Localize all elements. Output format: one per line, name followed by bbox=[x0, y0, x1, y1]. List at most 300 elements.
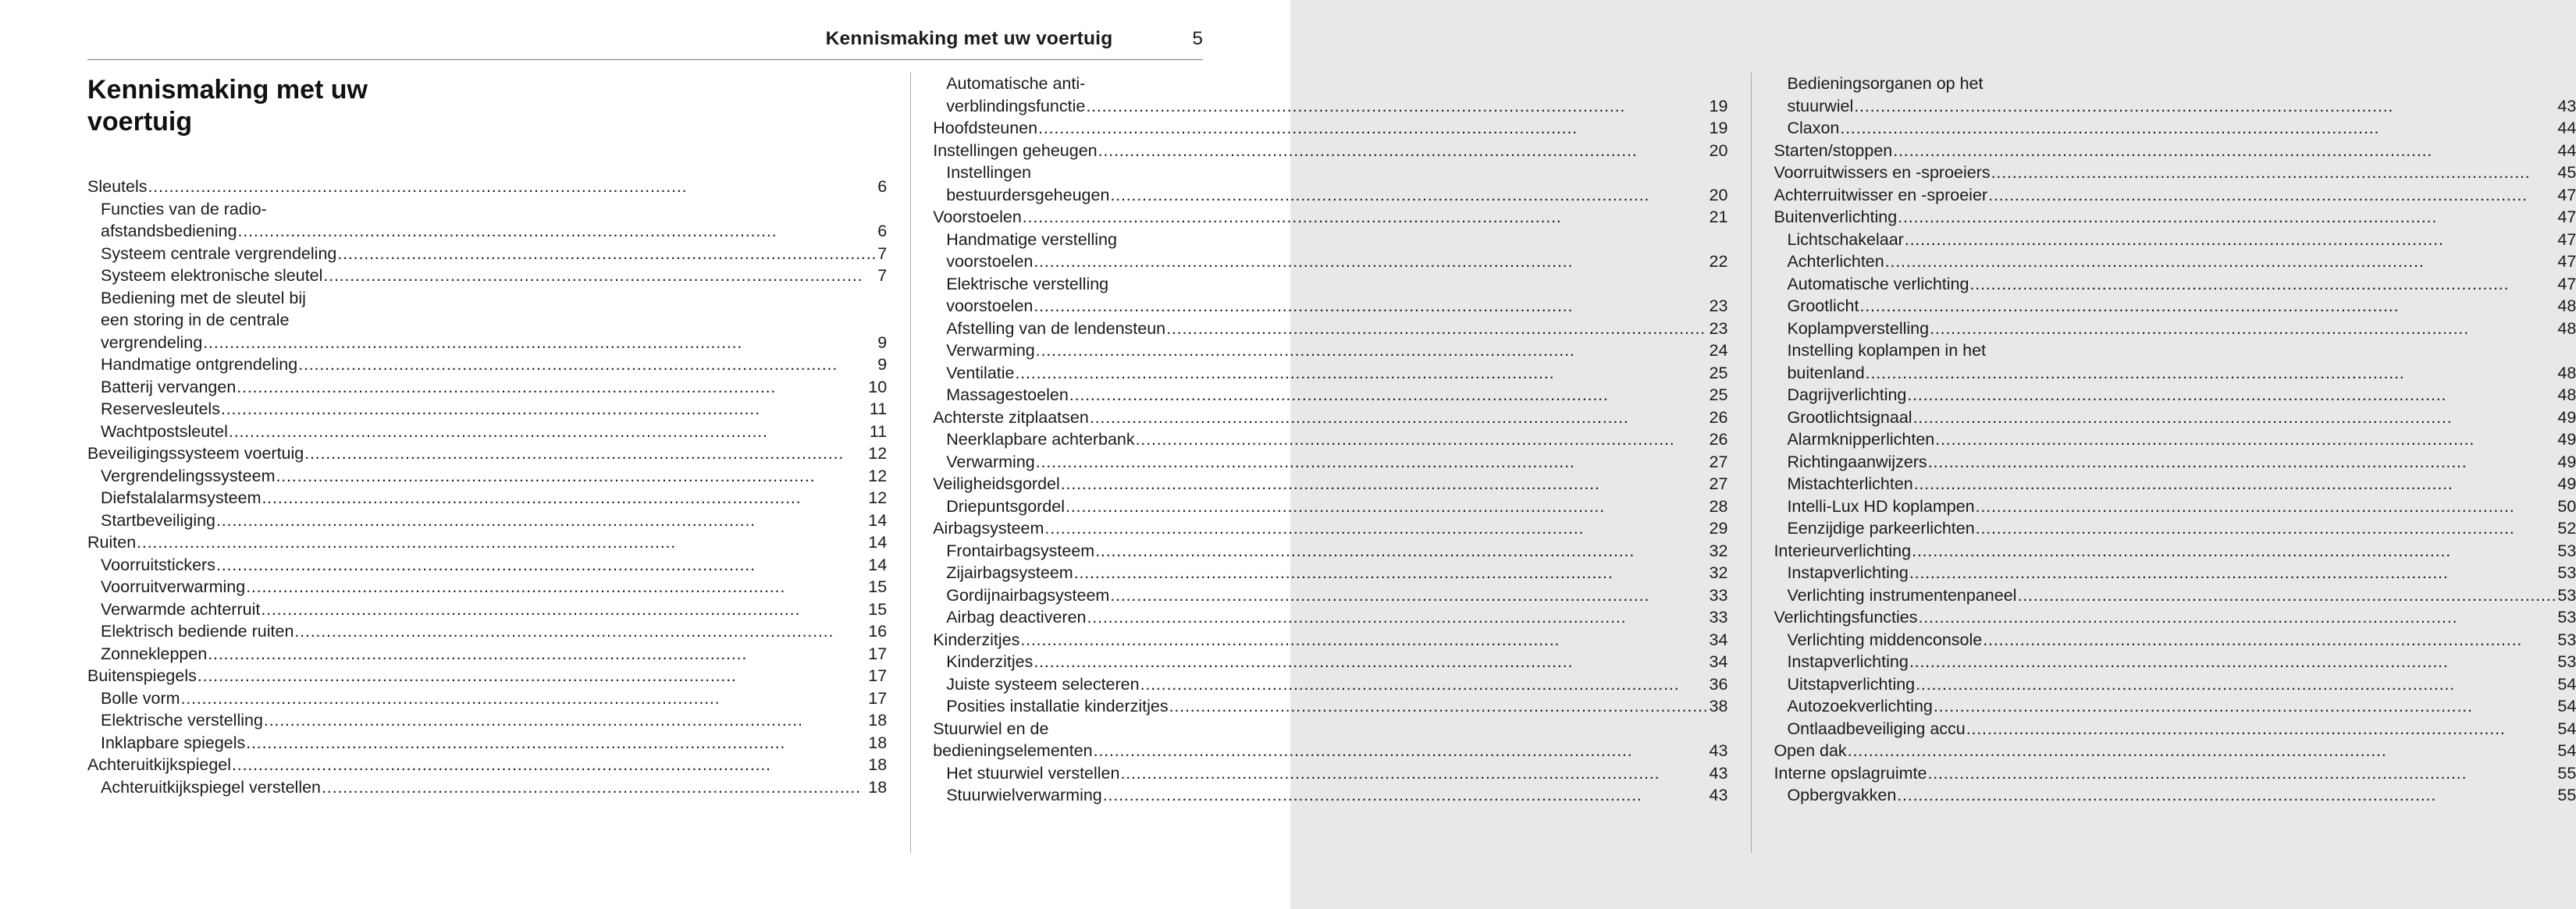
toc-page-number: 23 bbox=[1709, 296, 1728, 315]
dot-leader bbox=[238, 220, 877, 243]
toc-entry-label: Buitenverlichting bbox=[1774, 208, 1898, 226]
toc-entry bbox=[933, 318, 1727, 340]
toc-entry-last-line bbox=[101, 421, 887, 443]
toc-entry bbox=[1774, 540, 2576, 563]
toc-entry-last-line bbox=[946, 250, 1727, 273]
dot-leader bbox=[1038, 117, 1708, 140]
toc-entry-last-line bbox=[946, 606, 1727, 629]
toc-entry bbox=[87, 576, 887, 598]
toc-entry-label: Achterlichten bbox=[1787, 252, 1884, 271]
toc-entry-last-line bbox=[1787, 629, 2576, 652]
toc-entry-label: Airbag deactiveren bbox=[946, 608, 1087, 627]
dot-leader bbox=[1866, 362, 2557, 385]
dot-leader bbox=[1098, 140, 1709, 162]
toc-entry bbox=[87, 687, 887, 710]
toc-entry-label: Mistachterlichten bbox=[1787, 474, 1913, 493]
dot-leader bbox=[322, 776, 867, 799]
toc-page-number: 18 bbox=[868, 755, 888, 774]
toc-entry bbox=[1774, 117, 2576, 140]
toc-entry-last-line bbox=[1774, 540, 2576, 563]
toc-entry-label: Autozoekverlichting bbox=[1787, 697, 1933, 715]
toc-entry-last-line bbox=[1774, 740, 2576, 762]
toc-entry bbox=[1774, 584, 2576, 607]
toc-entry bbox=[1774, 162, 2576, 184]
toc-entry bbox=[1774, 273, 2576, 296]
toc-entry-last-line bbox=[1787, 273, 2576, 296]
dot-leader bbox=[208, 643, 867, 666]
toc-entry-label: buitenland bbox=[1787, 363, 1865, 382]
toc-entry-last-line bbox=[87, 531, 887, 554]
toc-entry bbox=[87, 620, 887, 643]
toc-entry bbox=[87, 643, 887, 666]
toc-entry-last-line bbox=[101, 554, 887, 577]
toc-page-number: 53 bbox=[2557, 630, 2576, 649]
toc-page-number: 7 bbox=[877, 243, 888, 263]
toc-page-number: 48 bbox=[2557, 296, 2576, 315]
dot-leader bbox=[216, 554, 867, 577]
toc-entry-label: Buitenspiegels bbox=[87, 666, 197, 685]
toc-page-number: 27 bbox=[1709, 452, 1728, 471]
dot-leader bbox=[1166, 318, 1708, 340]
toc-entry-last-line bbox=[1787, 651, 2576, 673]
toc-entry-last-line bbox=[1787, 718, 2576, 740]
toc-entry-label: Hoofdsteunen bbox=[933, 119, 1038, 137]
toc-entry-last-line bbox=[87, 442, 887, 465]
toc-entry bbox=[933, 718, 1727, 762]
dot-leader bbox=[1848, 740, 2557, 762]
toc-entry bbox=[1774, 651, 2576, 673]
toc-entry-label: Intelli-Lux HD koplampen bbox=[1787, 496, 1975, 516]
toc-entry bbox=[933, 384, 1727, 407]
toc-entry-label: Opbergvakken bbox=[1787, 786, 1897, 804]
toc-entry-label: Voorruitwissers en -sproeiers bbox=[1774, 163, 1991, 182]
toc-entry-label: voorstoelen bbox=[946, 296, 1034, 315]
toc-entry-last-line bbox=[101, 776, 887, 799]
toc-entry-label: Automatische verlichting bbox=[1787, 274, 1969, 293]
toc-entry-last-line bbox=[101, 243, 887, 265]
toc-entry-last-line bbox=[933, 517, 1727, 540]
toc-entry-last-line bbox=[101, 598, 887, 621]
toc-entry-label: Bolle vorm bbox=[101, 688, 180, 708]
toc-entry-line: Elektrische verstelling bbox=[946, 274, 1109, 293]
toc-entry-label: Interieurverlichting bbox=[1774, 541, 1912, 560]
toc-entry-last-line bbox=[1787, 495, 2576, 518]
toc-entry-label: Achterruitwisser en -sproeier bbox=[1774, 185, 1988, 204]
toc-page-number: 26 bbox=[1709, 407, 1728, 427]
toc-page-number: 47 bbox=[2557, 208, 2576, 226]
toc-page-number: 11 bbox=[869, 399, 888, 418]
toc-entry-line: Stuurwiel en de bbox=[933, 719, 1049, 738]
toc-entry-last-line bbox=[1774, 162, 2576, 184]
toc-entry bbox=[1774, 428, 2576, 451]
toc-entry-last-line bbox=[946, 295, 1727, 318]
toc-entry bbox=[87, 421, 887, 443]
dot-leader bbox=[1934, 695, 2556, 718]
toc-entry bbox=[1774, 407, 2576, 429]
toc-entry-label: Inklapbare spiegels bbox=[101, 733, 246, 752]
toc-entry-last-line bbox=[101, 709, 887, 732]
toc-entry-label: Verwarming bbox=[946, 452, 1035, 471]
toc-page-number: 12 bbox=[868, 444, 888, 463]
toc-entry bbox=[933, 473, 1727, 495]
toc-entry-label: Verwarmde achterruit bbox=[101, 599, 261, 619]
toc-column-1 bbox=[87, 73, 910, 853]
toc-entry-last-line bbox=[1787, 117, 2576, 140]
toc-entry-label: Richtingaanwijzers bbox=[1787, 452, 1927, 471]
toc-entry bbox=[933, 695, 1727, 718]
dot-leader bbox=[1034, 250, 1708, 273]
toc-entry-line: Bediening met de sleutel bij bbox=[101, 288, 306, 307]
dot-leader bbox=[1914, 473, 2557, 495]
toc-entry-last-line bbox=[946, 562, 1727, 584]
toc-entry-label: Wachtpostsleutel bbox=[101, 421, 228, 441]
toc-entry bbox=[1774, 740, 2576, 762]
toc-entry-label: Massagestoelen bbox=[946, 385, 1069, 404]
toc-entry-last-line bbox=[87, 665, 887, 687]
toc-entry bbox=[933, 140, 1727, 162]
toc-entry-last-line bbox=[946, 184, 1727, 207]
toc-entry-label: Achteruitkijkspiegel bbox=[87, 755, 232, 774]
toc-page-number: 20 bbox=[1709, 185, 1728, 204]
toc-entry-label: Ventilatie bbox=[946, 363, 1015, 382]
toc-entry-label: Instellingen geheugen bbox=[933, 140, 1098, 160]
toc-entry-label: Grootlichtsignaal bbox=[1787, 407, 1912, 427]
dot-leader bbox=[1930, 318, 2556, 340]
toc-page-number: 36 bbox=[1709, 674, 1728, 694]
toc-entry-last-line bbox=[946, 339, 1727, 362]
toc-entry bbox=[1774, 673, 2576, 696]
toc-entry-label: Achterste zitplaatsen bbox=[933, 407, 1089, 427]
toc-page-number: 47 bbox=[2557, 185, 2576, 204]
toc-entry bbox=[1774, 451, 2576, 474]
toc-entry-label: Batterij vervangen bbox=[101, 377, 237, 396]
toc-entry-line: Automatische anti- bbox=[946, 74, 1086, 93]
toc-entry bbox=[1774, 695, 2576, 718]
dot-leader bbox=[304, 442, 867, 465]
toc-page-number: 24 bbox=[1709, 341, 1728, 360]
toc-page-number: 6 bbox=[877, 222, 888, 240]
toc-entry bbox=[1774, 384, 2576, 407]
toc-page-number: 15 bbox=[868, 599, 888, 619]
dot-leader bbox=[276, 465, 867, 488]
dot-leader bbox=[181, 687, 868, 710]
toc-entry-last-line bbox=[946, 451, 1727, 474]
toc-column-2 bbox=[910, 73, 1751, 853]
toc-entry-label: Sleutels bbox=[87, 177, 148, 196]
dot-leader bbox=[1110, 184, 1708, 207]
toc-entry-last-line bbox=[933, 629, 1727, 652]
toc-entry-label: Alarmknipperlichten bbox=[1787, 430, 1935, 449]
toc-entry bbox=[933, 339, 1727, 362]
toc-entry bbox=[1774, 339, 2576, 384]
toc-entry bbox=[1774, 73, 2576, 117]
dot-leader bbox=[1928, 451, 2557, 474]
dot-leader bbox=[1909, 651, 2557, 673]
toc-entry-label: Voorstoelen bbox=[933, 208, 1022, 226]
dot-leader bbox=[1969, 273, 2556, 296]
dot-leader bbox=[2017, 584, 2556, 607]
dot-leader bbox=[1140, 673, 1709, 696]
toc-entry-last-line bbox=[933, 473, 1727, 495]
running-header-page-number: 5 bbox=[1192, 28, 1203, 49]
toc-page-number: 19 bbox=[1709, 119, 1728, 137]
toc-entry bbox=[1774, 140, 2576, 162]
toc-entry-last-line bbox=[1774, 606, 2576, 629]
toc-entry bbox=[933, 273, 1727, 318]
toc-entry-line: Functies van de radio- bbox=[101, 199, 267, 218]
toc-entry-last-line bbox=[946, 762, 1727, 785]
toc-entry bbox=[87, 243, 887, 265]
dot-leader bbox=[1034, 651, 1708, 673]
toc-entry-label: Driepuntsgordel bbox=[946, 496, 1065, 516]
toc-entry bbox=[87, 754, 887, 776]
toc-entry-last-line bbox=[946, 384, 1727, 407]
toc-page-number: 43 bbox=[1709, 741, 1728, 760]
toc-entry-last-line bbox=[101, 332, 887, 354]
dot-leader bbox=[1087, 606, 1709, 629]
toc-page-number: 38 bbox=[1709, 697, 1728, 715]
toc-entry-last-line bbox=[87, 754, 887, 776]
toc-page-number: 43 bbox=[1709, 786, 1728, 804]
toc-entry bbox=[933, 73, 1727, 117]
toc-page-number: 25 bbox=[1709, 363, 1728, 382]
toc-page-number: 28 bbox=[1709, 496, 1728, 516]
toc-page-number: 44 bbox=[2557, 140, 2576, 160]
toc-entry-label: Systeem centrale vergrendeling bbox=[101, 243, 337, 263]
dot-leader bbox=[1897, 784, 2556, 807]
toc-entry-last-line bbox=[1787, 250, 2576, 273]
dot-leader bbox=[1909, 562, 2557, 584]
dot-leader bbox=[1983, 629, 2556, 652]
toc-page-number: 25 bbox=[1709, 385, 1728, 404]
dot-leader bbox=[1061, 473, 1709, 495]
toc-entry-last-line bbox=[933, 206, 1727, 229]
toc-entry-last-line bbox=[1787, 362, 2576, 385]
toc-entry-label: Afstelling van de lendensteun bbox=[946, 318, 1166, 338]
dot-leader bbox=[1913, 407, 2557, 429]
toc-entry-last-line bbox=[101, 265, 887, 287]
toc-entry-last-line bbox=[101, 510, 887, 532]
toc-entry-last-line bbox=[1787, 318, 2576, 340]
toc-entry-last-line bbox=[1787, 784, 2576, 807]
toc-entry bbox=[87, 465, 887, 488]
toc-page-number: 54 bbox=[2557, 674, 2576, 694]
toc-entry-label: Uitstapverlichting bbox=[1787, 674, 1916, 694]
toc-entry-last-line bbox=[101, 353, 887, 376]
toc-entry bbox=[1774, 606, 2576, 629]
toc-page-number: 9 bbox=[877, 332, 888, 352]
toc-entry-label: Kinderzitjes bbox=[933, 630, 1020, 649]
toc-page-number: 34 bbox=[1709, 630, 1728, 649]
toc-entry bbox=[933, 784, 1727, 807]
toc-entry bbox=[87, 376, 887, 399]
toc-entry-line: Handmatige verstelling bbox=[946, 229, 1117, 249]
dot-leader bbox=[1036, 339, 1709, 362]
toc-entry-label: Dagrijverlichting bbox=[1787, 385, 1907, 404]
dot-leader bbox=[246, 732, 867, 755]
toc-entry bbox=[933, 540, 1727, 563]
toc-entry-label: Ontlaadbeveiliging accu bbox=[1787, 719, 1966, 738]
toc-entry bbox=[933, 407, 1727, 429]
toc-entry bbox=[933, 651, 1727, 673]
toc-page-number: 29 bbox=[1709, 519, 1728, 538]
toc-entry-label: Beveiligingssysteem voertuig bbox=[87, 444, 304, 463]
toc-entry-label: Eenzijdige parkeerlichten bbox=[1787, 519, 1975, 538]
toc-entry-last-line bbox=[946, 673, 1727, 696]
toc-entry-last-line bbox=[87, 176, 887, 198]
dot-leader bbox=[1044, 517, 1708, 540]
dot-leader bbox=[1023, 206, 1709, 229]
toc-entry-last-line bbox=[933, 140, 1727, 162]
toc-page-number: 54 bbox=[2557, 741, 2576, 760]
toc-entry-label: Frontairbagsysteem bbox=[946, 541, 1095, 560]
toc-page-number: 32 bbox=[1709, 563, 1728, 582]
toc-entry-label: vergrendeling bbox=[101, 332, 203, 352]
dot-leader bbox=[229, 421, 869, 443]
toc-entry-last-line bbox=[101, 732, 887, 755]
toc-page-number: 22 bbox=[1709, 252, 1728, 271]
toc-entry-label: bestuurdersgeheugen bbox=[946, 185, 1110, 204]
toc-page-number: 14 bbox=[868, 555, 888, 574]
toc-entry-label: Verlichting instrumentenpaneel bbox=[1787, 585, 2017, 605]
dot-leader bbox=[1912, 540, 2556, 563]
dot-leader bbox=[232, 754, 867, 776]
dot-leader bbox=[337, 243, 877, 265]
toc-entry bbox=[87, 265, 887, 287]
dot-leader bbox=[237, 376, 867, 399]
toc-entry-last-line bbox=[101, 487, 887, 510]
toc-entry-label: Diefstalalarmsysteem bbox=[101, 488, 262, 507]
dot-leader bbox=[262, 487, 868, 510]
toc-page-number: 18 bbox=[868, 711, 888, 730]
dot-leader bbox=[1840, 117, 2556, 140]
toc-entry-label: Stuurwielverwarming bbox=[946, 786, 1102, 804]
toc-entry-label: Claxon bbox=[1787, 119, 1840, 137]
toc-page-number: 18 bbox=[868, 733, 888, 752]
toc-entry bbox=[87, 198, 887, 243]
toc-entry-last-line bbox=[946, 362, 1727, 385]
toc-entry bbox=[933, 229, 1727, 273]
toc-entry bbox=[933, 517, 1727, 540]
dot-leader bbox=[298, 353, 877, 376]
toc-entry-last-line bbox=[101, 687, 887, 710]
toc-page-number: 53 bbox=[2557, 608, 2576, 627]
toc-entry bbox=[1774, 718, 2576, 740]
toc-entry bbox=[933, 606, 1727, 629]
toc-entry-last-line bbox=[1787, 451, 2576, 474]
page-header bbox=[87, 28, 1203, 60]
dot-leader bbox=[1136, 428, 1709, 451]
toc-entry-line: Instelling koplampen in het bbox=[1787, 341, 1987, 360]
toc-page-number: 49 bbox=[2557, 474, 2576, 493]
toc-page-number: 54 bbox=[2557, 697, 2576, 715]
dot-leader bbox=[1854, 95, 2556, 118]
toc-entry-label: Verwarming bbox=[946, 341, 1035, 360]
toc-entry bbox=[933, 362, 1727, 385]
toc-entry-label: Verlichtingsfuncties bbox=[1774, 608, 1918, 627]
toc-column-3 bbox=[1751, 73, 2576, 853]
toc-entry-label: Gordijnairbagsysteem bbox=[946, 585, 1110, 605]
toc-entry bbox=[1774, 250, 2576, 273]
toc-entry bbox=[87, 665, 887, 687]
toc-entry bbox=[1774, 318, 2576, 340]
toc-entry-line: een storing in de centrale bbox=[101, 311, 290, 329]
toc-entry bbox=[87, 776, 887, 799]
toc-page-number: 49 bbox=[2557, 452, 2576, 471]
toc-entry bbox=[933, 673, 1727, 696]
toc-columns bbox=[87, 73, 2576, 853]
toc-page-number: 32 bbox=[1709, 541, 1728, 560]
dot-leader bbox=[264, 709, 867, 732]
toc-page-number: 12 bbox=[868, 466, 888, 485]
toc-page-number: 47 bbox=[2557, 229, 2576, 249]
toc-entry-last-line bbox=[946, 584, 1727, 607]
toc-entry-label: verblindingsfunctie bbox=[946, 96, 1086, 115]
toc-entry-label: Koplampverstelling bbox=[1787, 318, 1930, 338]
toc-entry bbox=[1774, 295, 2576, 318]
toc-page-number: 17 bbox=[868, 688, 888, 708]
toc-entry bbox=[1774, 184, 2576, 207]
toc-entry-last-line bbox=[1787, 473, 2576, 495]
toc-entry bbox=[1774, 495, 2576, 518]
toc-entry-last-line bbox=[933, 117, 1727, 140]
dot-leader bbox=[203, 332, 877, 354]
toc-entry-label: Zijairbagsysteem bbox=[946, 563, 1073, 582]
toc-page-number: 43 bbox=[1709, 763, 1728, 783]
toc-entry bbox=[1774, 762, 2576, 785]
toc-entry bbox=[1774, 562, 2576, 584]
toc-page-number: 15 bbox=[868, 577, 888, 596]
toc-entry-label: Elektrische verstelling bbox=[101, 711, 263, 730]
toc-entry-label: Airbagsysteem bbox=[933, 519, 1044, 538]
toc-entry bbox=[87, 398, 887, 421]
toc-entry-last-line bbox=[946, 695, 1727, 718]
toc-entry-label: Reservesleutels bbox=[101, 399, 220, 418]
dot-leader bbox=[261, 598, 867, 621]
toc-entry-last-line bbox=[1774, 762, 2576, 785]
toc-entry-last-line bbox=[1787, 562, 2576, 584]
toc-entry bbox=[933, 584, 1727, 607]
toc-entry bbox=[933, 428, 1727, 451]
toc-entry-last-line bbox=[1787, 517, 2576, 540]
toc-entry-last-line bbox=[946, 318, 1727, 340]
toc-entry bbox=[87, 531, 887, 554]
toc-page-number: 48 bbox=[2557, 363, 2576, 382]
toc-entry-last-line bbox=[101, 376, 887, 399]
toc-entry-label: Lichtschakelaar bbox=[1787, 229, 1904, 249]
dot-leader bbox=[246, 576, 867, 598]
dot-leader bbox=[1898, 206, 2556, 229]
dot-leader bbox=[1905, 229, 2557, 251]
toc-page-number: 54 bbox=[2557, 719, 2576, 738]
toc-page-number: 47 bbox=[2557, 252, 2576, 271]
toc-entry bbox=[87, 353, 887, 376]
toc-entry-label: Neerklapbare achterbank bbox=[946, 430, 1135, 449]
dot-leader bbox=[1094, 740, 1709, 762]
toc-page-number: 7 bbox=[877, 266, 888, 285]
toc-entry-last-line bbox=[1774, 140, 2576, 162]
toc-entry bbox=[87, 176, 887, 198]
toc-page-number: 55 bbox=[2557, 786, 2576, 804]
toc-page-number: 14 bbox=[868, 533, 888, 552]
toc-page-number: 48 bbox=[2557, 385, 2576, 404]
toc-entry-label: Voorruitstickers bbox=[101, 555, 215, 574]
toc-page-number: 33 bbox=[1709, 608, 1728, 627]
toc-page-number: 44 bbox=[2557, 119, 2576, 137]
toc-entry-label: Het stuurwiel verstellen bbox=[946, 763, 1120, 783]
toc-entry-last-line bbox=[946, 651, 1727, 673]
toc-entry-label: Posities installatie kinderzitjes bbox=[946, 697, 1169, 715]
